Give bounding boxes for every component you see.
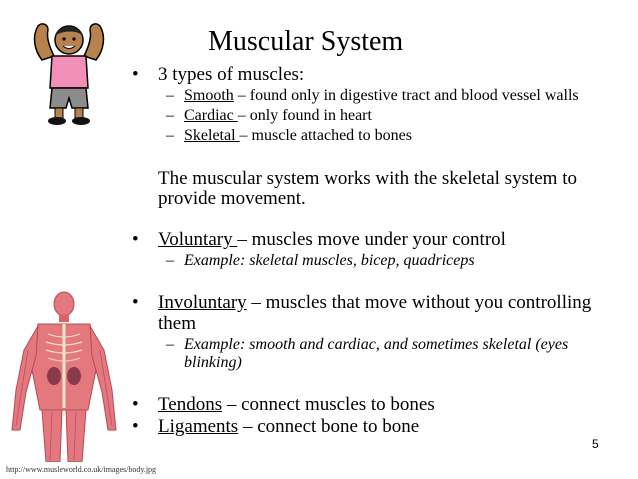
cardiac-term: Cardiac [184, 107, 238, 124]
bullet-tendons [132, 394, 622, 415]
involuntary-desc: – muscles that move without you controlling them [158, 292, 592, 334]
summary-paragraph: The muscular system works with the skeletal system to provide movement. [158, 168, 577, 209]
sub-bullet-voluntary-example [132, 252, 622, 270]
smooth-desc: – found only in digestive tract and blood vessel walls [233, 87, 579, 104]
muscle-anatomy-figure-icon [4, 290, 124, 462]
page-title: Muscular System [208, 26, 404, 57]
sub-bullet-involuntary-example [132, 336, 622, 372]
ligaments-desc: – connect bone to bone [238, 416, 420, 437]
skeletal-term: Skeletal [184, 127, 240, 144]
voluntary-example: Example: skeletal muscles, bicep, quadriceps [184, 252, 475, 269]
bullet-involuntary [132, 292, 622, 334]
sub-bullet-cardiac [132, 107, 622, 125]
sub-bullet-smooth [132, 87, 622, 105]
types-header: 3 types of muscles: [158, 64, 305, 85]
bullet-voluntary [132, 229, 622, 250]
involuntary-example: Example: smooth and cardiac, and sometimes skeletal (eyes blinking) [184, 336, 569, 371]
slide-number: 5 [592, 437, 599, 451]
sub-bullet-skeletal [132, 127, 622, 145]
ligaments-term: Ligaments [158, 416, 239, 437]
voluntary-term: Voluntary [158, 229, 238, 250]
involuntary-term: Involuntary [158, 292, 247, 313]
voluntary-desc: – muscles move under your control [237, 229, 506, 250]
flexing-boy-icon [28, 16, 110, 126]
tendons-term: Tendons [158, 394, 223, 415]
bullet-types [132, 64, 622, 85]
skeletal-desc: – muscle attached to bones [239, 127, 412, 144]
image-source-caption: http://www.musleworld.co.uk/images/body.jpg [6, 465, 157, 474]
smooth-term: Smooth [184, 87, 234, 104]
content-body [132, 64, 622, 437]
tendons-desc: – connect muscles to bones [222, 394, 435, 415]
bullet-ligaments [132, 416, 622, 437]
cardiac-desc: – only found in heart [237, 107, 372, 124]
